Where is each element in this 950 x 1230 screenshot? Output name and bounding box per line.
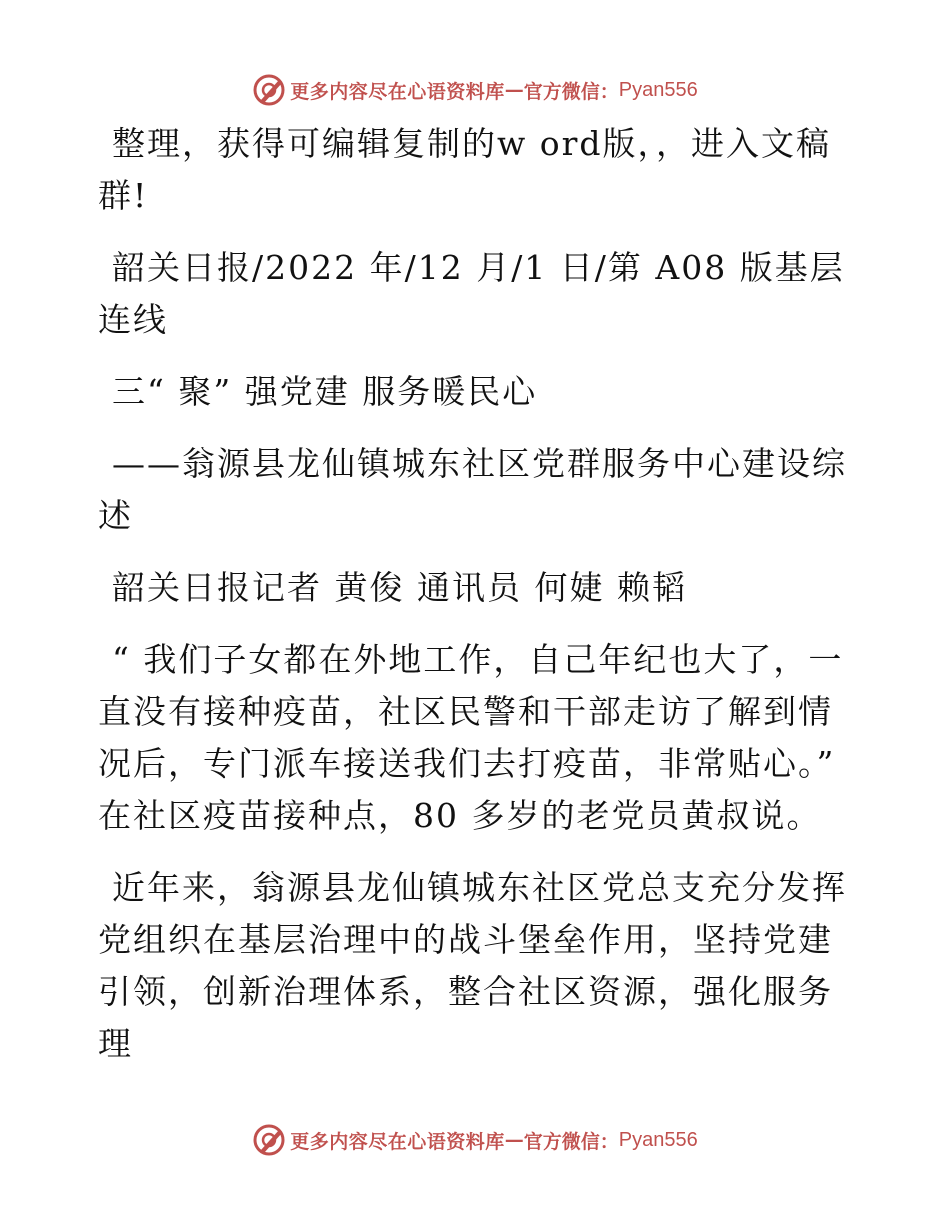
paragraph-body: 近年来，翁源县龙仙镇城东社区党总支充分发挥党组织在基层治理中的战斗堡垒作用，坚持党建引领，创新治理体系，整合社区资源，强化服务理 bbox=[98, 868, 847, 1063]
banner-wechat-id: Pyan556 bbox=[618, 1128, 698, 1151]
banner-text: 更多内容尽在心语资料库 bbox=[290, 80, 505, 103]
banner-text: 更多内容尽在心语资料库 bbox=[290, 1130, 505, 1153]
document-body bbox=[98, 118, 858, 1090]
paragraph-intro: 整理，获得可编辑复制的w ord版，，进入文稿群! bbox=[98, 124, 832, 215]
header-watermark-banner bbox=[0, 70, 950, 110]
banner-dash: — bbox=[504, 1129, 524, 1151]
footer-watermark-banner bbox=[0, 1120, 950, 1160]
banner-wechat-id: Pyan556 bbox=[618, 78, 698, 101]
banner-dash: — bbox=[504, 79, 524, 101]
article-subtitle: ——翁源县龙仙镇城东社区党群服务中心建设综述 bbox=[98, 444, 847, 535]
brush-logo-icon bbox=[252, 1123, 286, 1157]
article-byline: 韶关日报记者 黄俊 通讯员 何婕 赖韬 bbox=[112, 568, 687, 607]
paragraph-source: 韶关日报/2022 年/12 月/1 日/第 A08 版基层连线 bbox=[98, 248, 845, 339]
brush-logo-icon bbox=[252, 73, 286, 107]
article-title: 三“ 聚” 强党建 服务暖民心 bbox=[112, 372, 538, 411]
banner-wechat-label: 官方微信： bbox=[523, 1130, 619, 1153]
banner-wechat-label: 官方微信： bbox=[523, 80, 619, 103]
paragraph-quote: “ 我们子女都在外地工作，自己年纪也大了，一直没有接种疫苗，社区民警和干部走访了解到情况后，专门派车接送我们去打疫苗，非常贴心。” 在社区疫苗接种点，80 多岁的老党员黄叔说。 bbox=[98, 640, 844, 835]
